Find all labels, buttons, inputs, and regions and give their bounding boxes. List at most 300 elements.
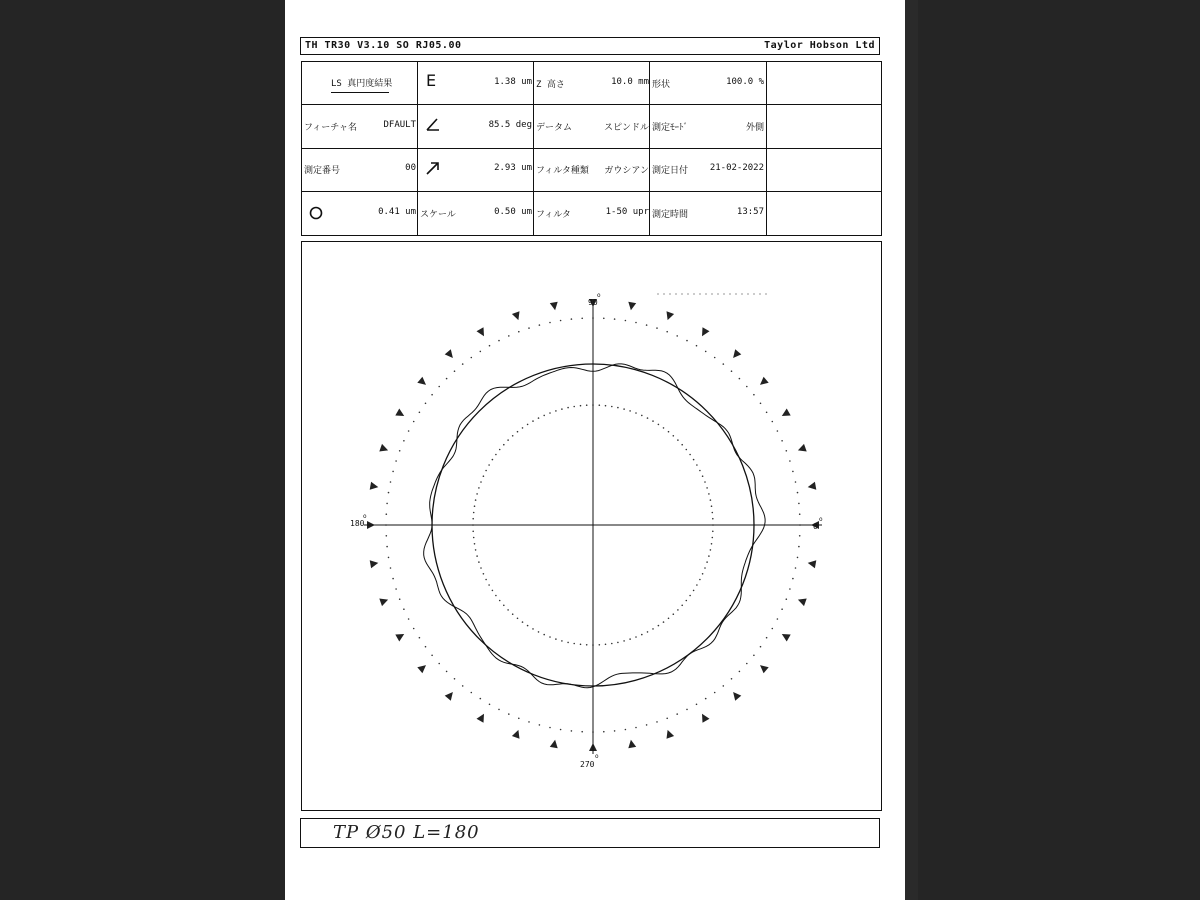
label-0: 0 bbox=[813, 522, 818, 531]
reference-dot bbox=[704, 567, 706, 569]
angle-marker bbox=[667, 730, 675, 739]
reference-dot bbox=[480, 567, 482, 569]
reference-dot bbox=[635, 322, 637, 324]
angle-marker bbox=[702, 327, 710, 336]
reference-dot bbox=[629, 638, 631, 640]
reference-dot bbox=[571, 730, 573, 732]
reference-dot bbox=[480, 481, 482, 483]
reference-dot bbox=[712, 518, 714, 520]
reference-dot bbox=[789, 460, 791, 462]
reference-dot bbox=[472, 518, 474, 520]
reference-dot bbox=[480, 351, 482, 353]
reference-dot bbox=[408, 618, 410, 620]
reference-dot bbox=[646, 324, 648, 326]
reference-dot bbox=[797, 492, 799, 494]
reference-dot bbox=[581, 731, 583, 733]
reference-dot bbox=[472, 531, 474, 533]
reference-dot bbox=[454, 370, 456, 372]
reference-dot bbox=[792, 578, 794, 580]
reference-dot bbox=[777, 618, 779, 620]
reference-dot bbox=[475, 499, 477, 501]
reference-dot bbox=[689, 454, 691, 456]
date-label: 測定日付 bbox=[652, 166, 689, 176]
angle-marker bbox=[379, 444, 388, 452]
runout-arrow-icon bbox=[425, 160, 441, 176]
reference-dot bbox=[635, 636, 637, 638]
reference-dot bbox=[681, 444, 683, 446]
date-value: 21-02-2022 bbox=[709, 163, 764, 173]
reference-dot bbox=[798, 503, 800, 505]
reference-dot bbox=[623, 640, 625, 642]
reference-dot bbox=[797, 557, 799, 559]
reference-dot bbox=[438, 386, 440, 388]
reference-dot bbox=[746, 386, 748, 388]
reference-dot bbox=[786, 450, 788, 452]
reference-dot bbox=[677, 609, 679, 611]
reference-dot bbox=[503, 444, 505, 446]
reference-dot bbox=[641, 634, 643, 636]
angle-marker bbox=[512, 730, 520, 739]
reference-dot bbox=[512, 613, 514, 615]
reference-dot bbox=[390, 567, 392, 569]
reference-dot bbox=[693, 459, 695, 461]
reference-dot bbox=[686, 449, 688, 451]
reference-dot bbox=[567, 642, 569, 644]
reference-dot bbox=[739, 671, 741, 673]
reference-dot bbox=[431, 655, 433, 657]
reference-dot bbox=[473, 537, 475, 539]
datum-label: データム bbox=[536, 123, 573, 133]
reference-dot bbox=[705, 351, 707, 353]
reference-dot bbox=[399, 450, 401, 452]
reference-dot bbox=[647, 417, 649, 419]
reference-dot bbox=[712, 531, 714, 533]
reference-dot bbox=[781, 608, 783, 610]
reference-dot bbox=[603, 318, 605, 320]
label-180: 180 bbox=[350, 519, 365, 528]
reference-dot bbox=[617, 642, 619, 644]
reference-dot bbox=[413, 628, 415, 630]
reference-dot bbox=[567, 407, 569, 409]
reference-dot bbox=[478, 487, 480, 489]
reference-dot bbox=[549, 636, 551, 638]
reference-dot bbox=[489, 704, 491, 706]
reference-dot bbox=[507, 609, 509, 611]
roundness-value: 0.41 um bbox=[378, 207, 416, 217]
reference-dot bbox=[419, 412, 421, 414]
measurement-number-value: 00 bbox=[405, 163, 416, 173]
reference-dot bbox=[474, 505, 476, 507]
polar-plot-frame bbox=[301, 241, 882, 811]
reference-dot bbox=[403, 608, 405, 610]
reference-dot bbox=[532, 628, 534, 630]
reference-dot bbox=[485, 470, 487, 472]
reference-dot bbox=[425, 403, 427, 405]
reference-dot bbox=[681, 605, 683, 607]
reference-dot bbox=[668, 431, 670, 433]
reference-dot bbox=[686, 600, 688, 602]
angle-icon bbox=[425, 116, 441, 132]
eccentricity-icon: E bbox=[426, 71, 437, 90]
reference-dot bbox=[686, 709, 688, 711]
reference-dot bbox=[471, 692, 473, 694]
reference-dot bbox=[488, 464, 490, 466]
reference-dot bbox=[772, 421, 774, 423]
reference-dot bbox=[492, 590, 494, 592]
reference-dot bbox=[710, 549, 712, 551]
reference-dot bbox=[518, 331, 520, 333]
mode-label: 測定ﾓｰﾄﾞ bbox=[652, 123, 689, 133]
reference-dot bbox=[498, 709, 500, 711]
reference-dot bbox=[677, 439, 679, 441]
reference-dot bbox=[538, 631, 540, 633]
reference-dot bbox=[473, 512, 475, 514]
angle-marker bbox=[798, 444, 807, 452]
reference-dot bbox=[708, 555, 710, 557]
filter-label: フィルタ bbox=[536, 210, 571, 220]
reference-dot bbox=[760, 646, 762, 648]
reference-dot bbox=[543, 415, 545, 417]
reference-dot bbox=[696, 464, 698, 466]
angle-marker bbox=[550, 740, 558, 749]
reference-dot bbox=[676, 335, 678, 337]
angle-marker bbox=[667, 311, 675, 320]
reference-dot bbox=[499, 449, 501, 451]
reference-dot bbox=[408, 430, 410, 432]
reference-dot bbox=[646, 724, 648, 726]
reference-dot bbox=[539, 724, 541, 726]
reference-dot bbox=[789, 588, 791, 590]
reference-dot bbox=[388, 492, 390, 494]
reference-dot bbox=[605, 644, 607, 646]
angle-marker bbox=[628, 740, 636, 749]
reference-dot bbox=[673, 435, 675, 437]
measurement-number-label: 測定番号 bbox=[304, 166, 341, 176]
reference-dot bbox=[419, 637, 421, 639]
reference-dot bbox=[760, 403, 762, 405]
scale-label: スケール bbox=[420, 210, 456, 220]
angle-marker bbox=[760, 377, 769, 385]
reference-dot bbox=[580, 644, 582, 646]
reference-dot bbox=[586, 404, 588, 406]
report-header bbox=[300, 37, 880, 55]
reference-dot bbox=[702, 475, 704, 477]
angle-marker bbox=[370, 560, 379, 568]
reference-dot bbox=[571, 318, 573, 320]
reference-dot bbox=[560, 320, 562, 322]
angle-marker bbox=[733, 349, 741, 358]
reference-dot bbox=[573, 406, 575, 408]
shape-value: 100.0 % bbox=[726, 77, 764, 87]
reference-dot bbox=[766, 637, 768, 639]
reference-dot bbox=[705, 698, 707, 700]
reference-dot bbox=[476, 555, 478, 557]
page-gap bbox=[905, 0, 918, 900]
reference-dot bbox=[462, 363, 464, 365]
instrument-version: TH TR30 V3.10 SO RJ05.00 bbox=[305, 40, 462, 51]
reference-dot bbox=[480, 698, 482, 700]
reference-dot bbox=[512, 435, 514, 437]
reference-dot bbox=[777, 430, 779, 432]
polar-plot bbox=[302, 242, 881, 810]
reference-dot bbox=[706, 561, 708, 563]
reference-dot bbox=[786, 598, 788, 600]
reference-dot bbox=[666, 331, 668, 333]
reference-dot bbox=[711, 543, 713, 545]
reference-dot bbox=[528, 721, 530, 723]
angle-marker bbox=[445, 692, 453, 701]
reference-dot bbox=[386, 535, 388, 537]
reference-dot bbox=[395, 588, 397, 590]
reference-dot bbox=[492, 459, 494, 461]
reference-dot bbox=[625, 320, 627, 322]
reference-dot bbox=[714, 692, 716, 694]
reference-dot bbox=[652, 628, 654, 630]
reference-dot bbox=[699, 470, 701, 472]
reference-dot bbox=[485, 579, 487, 581]
reference-dot bbox=[711, 505, 713, 507]
reference-dot bbox=[555, 638, 557, 640]
reference-dot bbox=[522, 621, 524, 623]
reference-dot bbox=[795, 481, 797, 483]
reference-dot bbox=[753, 655, 755, 657]
reference-dot bbox=[704, 481, 706, 483]
reference-dot bbox=[476, 493, 478, 495]
reference-dot bbox=[561, 640, 563, 642]
reference-dot bbox=[395, 460, 397, 462]
degree-mark-0: o bbox=[819, 516, 823, 523]
reference-dot bbox=[573, 643, 575, 645]
angle-marker bbox=[379, 599, 388, 607]
reference-dot bbox=[507, 439, 509, 441]
reference-dot bbox=[543, 634, 545, 636]
reference-dot bbox=[708, 493, 710, 495]
reference-dot bbox=[390, 481, 392, 483]
filter-type-label: フィルタ種類 bbox=[536, 166, 589, 176]
reference-dot bbox=[746, 663, 748, 665]
reference-dot bbox=[798, 546, 800, 548]
filter-type-value: ガウシアン bbox=[604, 166, 649, 176]
angle-marker bbox=[550, 302, 558, 311]
reference-dot bbox=[495, 454, 497, 456]
angle-marker bbox=[477, 714, 485, 723]
reference-dot bbox=[483, 475, 485, 477]
mode-value: 外側 bbox=[745, 123, 764, 133]
runout-value: 2.93 um bbox=[494, 163, 532, 173]
shape-label: 形状 bbox=[652, 80, 671, 90]
reference-dot bbox=[431, 394, 433, 396]
reference-dot bbox=[517, 618, 519, 620]
reference-dot bbox=[658, 625, 660, 627]
z-height-value: 10.0 mm bbox=[611, 77, 649, 87]
reference-dot bbox=[413, 421, 415, 423]
time-value: 13:57 bbox=[736, 207, 764, 217]
measured-profile bbox=[424, 364, 765, 688]
angle-marker bbox=[417, 665, 426, 673]
reference-dot bbox=[549, 322, 551, 324]
reference-dot bbox=[647, 631, 649, 633]
reference-dot bbox=[399, 598, 401, 600]
reference-dot bbox=[666, 718, 668, 720]
angle-marker bbox=[417, 377, 426, 385]
reference-dot bbox=[686, 340, 688, 342]
angle-marker bbox=[808, 482, 817, 490]
handwritten-note: TP Ø50 L=180 bbox=[333, 822, 480, 843]
reference-dot bbox=[614, 318, 616, 320]
degree-mark-180: o bbox=[363, 513, 367, 520]
handwritten-note-box bbox=[300, 818, 880, 848]
datum-value: スピンドル bbox=[603, 123, 649, 133]
angle-marker bbox=[702, 714, 710, 723]
reference-dot bbox=[723, 363, 725, 365]
reference-dot bbox=[518, 718, 520, 720]
reference-dot bbox=[489, 345, 491, 347]
reference-dot bbox=[495, 595, 497, 597]
time-label: 測定時間 bbox=[652, 210, 689, 220]
degree-mark-90: o bbox=[597, 292, 601, 299]
label-90: 90 bbox=[588, 298, 598, 307]
reference-dot bbox=[641, 415, 643, 417]
angle-marker bbox=[512, 311, 520, 320]
reference-dot bbox=[723, 685, 725, 687]
reference-dot bbox=[388, 557, 390, 559]
reference-dot bbox=[710, 499, 712, 501]
reference-dot bbox=[795, 567, 797, 569]
reference-dot bbox=[635, 727, 637, 729]
reference-dot bbox=[498, 340, 500, 342]
angle-marker bbox=[628, 302, 636, 311]
angle-marker bbox=[395, 634, 404, 642]
reference-dot bbox=[538, 417, 540, 419]
reference-dot bbox=[483, 573, 485, 575]
degree-mark-270: o bbox=[595, 753, 599, 760]
scale-value: 0.50 um bbox=[494, 207, 532, 217]
reference-dot bbox=[561, 408, 563, 410]
reference-dot bbox=[712, 537, 714, 539]
reference-dot bbox=[462, 685, 464, 687]
reference-dot bbox=[528, 327, 530, 329]
reference-dot bbox=[766, 412, 768, 414]
reference-dot bbox=[403, 440, 405, 442]
reference-dot bbox=[527, 424, 529, 426]
reference-dot bbox=[603, 731, 605, 733]
reference-dot bbox=[714, 357, 716, 359]
reference-dot bbox=[392, 578, 394, 580]
reference-dot bbox=[696, 345, 698, 347]
reference-dot bbox=[739, 378, 741, 380]
reference-dot bbox=[549, 412, 551, 414]
reference-dot bbox=[471, 357, 473, 359]
reference-dot bbox=[586, 644, 588, 646]
reference-dot bbox=[676, 713, 678, 715]
reference-dot bbox=[386, 546, 388, 548]
angle-marker bbox=[477, 327, 485, 336]
reference-dot bbox=[614, 730, 616, 732]
reference-dot bbox=[696, 584, 698, 586]
reference-dot bbox=[663, 427, 665, 429]
reference-dot bbox=[693, 590, 695, 592]
angle-marker bbox=[733, 692, 741, 701]
reference-dot bbox=[560, 729, 562, 731]
reference-dot bbox=[425, 646, 427, 648]
reference-dot bbox=[617, 407, 619, 409]
reference-dot bbox=[478, 561, 480, 563]
reference-dot bbox=[454, 678, 456, 680]
z-height-label: Z 高さ bbox=[536, 80, 565, 90]
reference-dot bbox=[581, 318, 583, 320]
reference-dot bbox=[446, 378, 448, 380]
reference-dot bbox=[527, 625, 529, 627]
reference-dot bbox=[673, 613, 675, 615]
reference-dot bbox=[629, 410, 631, 412]
reference-dot bbox=[555, 410, 557, 412]
filter-value: 1-50 upr bbox=[605, 207, 649, 217]
manufacturer: Taylor Hobson Ltd bbox=[764, 40, 875, 51]
reference-dot bbox=[656, 721, 658, 723]
reference-dot bbox=[539, 324, 541, 326]
angle-marker bbox=[370, 482, 379, 490]
reference-dot bbox=[599, 404, 601, 406]
reference-dot bbox=[635, 412, 637, 414]
reference-dot bbox=[799, 513, 801, 515]
reference-dot bbox=[689, 595, 691, 597]
reference-dot bbox=[656, 327, 658, 329]
reference-dot bbox=[508, 713, 510, 715]
reference-dot bbox=[668, 618, 670, 620]
reference-dot bbox=[605, 405, 607, 407]
angle-value: 85.5 deg bbox=[488, 120, 532, 130]
results-table bbox=[301, 61, 882, 236]
reference-dot bbox=[712, 512, 714, 514]
reference-dot bbox=[474, 543, 476, 545]
reference-dot bbox=[731, 678, 733, 680]
reference-dot bbox=[438, 663, 440, 665]
reference-dot bbox=[699, 579, 701, 581]
reference-dot bbox=[499, 600, 501, 602]
angle-marker bbox=[808, 560, 817, 568]
angle-marker bbox=[782, 634, 791, 642]
feature-value: DFAULT bbox=[383, 120, 416, 130]
reference-dot bbox=[753, 394, 755, 396]
roundness-circle-icon bbox=[308, 205, 324, 221]
reference-dot bbox=[386, 513, 388, 515]
reference-dot bbox=[599, 644, 601, 646]
results-title: LS 真円度結果 bbox=[331, 79, 393, 89]
feature-label: フィーチャ名 bbox=[304, 123, 358, 133]
reference-dot bbox=[623, 408, 625, 410]
reference-dot bbox=[706, 487, 708, 489]
reference-dot bbox=[446, 671, 448, 673]
reference-dot bbox=[503, 605, 505, 607]
reference-dot bbox=[549, 727, 551, 729]
reference-dot bbox=[731, 370, 733, 372]
reference-dot bbox=[517, 431, 519, 433]
reference-dot bbox=[386, 503, 388, 505]
reference-dot bbox=[580, 405, 582, 407]
angle-marker bbox=[760, 665, 769, 673]
angle-marker bbox=[395, 409, 404, 417]
angle-marker bbox=[445, 349, 453, 358]
reference-dot bbox=[488, 584, 490, 586]
label-270: 270 bbox=[580, 760, 595, 769]
angle-marker bbox=[798, 599, 807, 607]
reference-dot bbox=[475, 549, 477, 551]
reference-dot bbox=[611, 643, 613, 645]
reference-dot bbox=[658, 424, 660, 426]
reference-dot bbox=[611, 406, 613, 408]
reference-dot bbox=[799, 535, 801, 537]
reference-dot bbox=[781, 440, 783, 442]
